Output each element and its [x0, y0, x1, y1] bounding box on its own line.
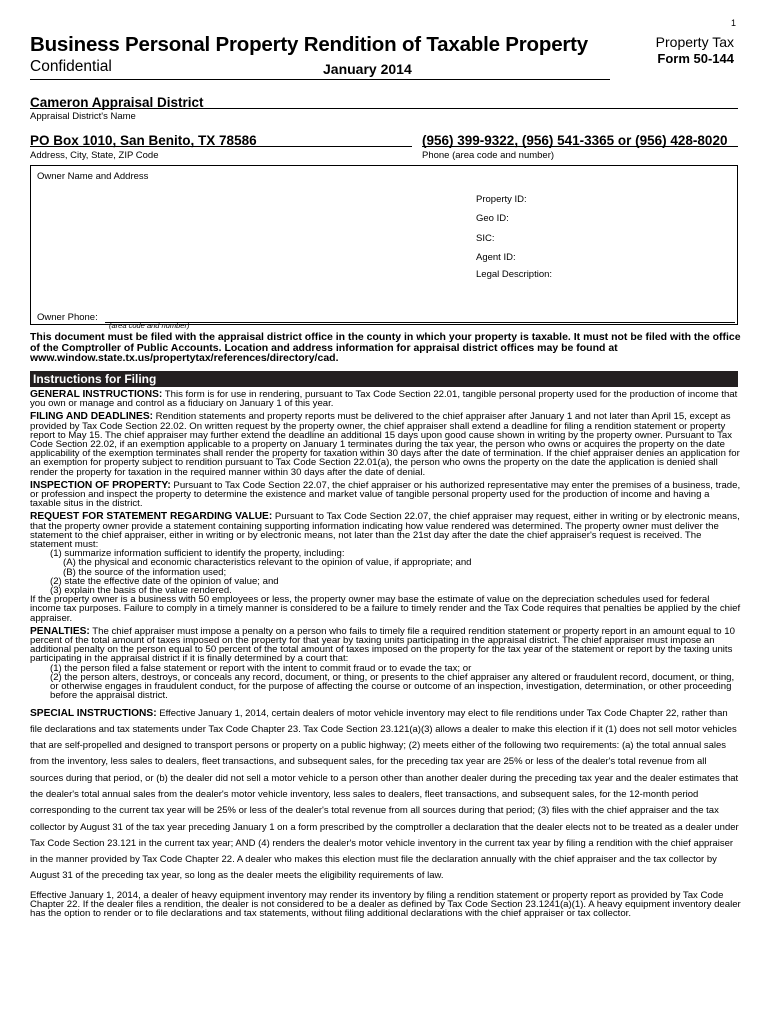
penalties-item-1: (1) the person filed a false statement or report with the intent to commit fraud or to evade the tax; or: [50, 662, 472, 674]
owner-phone-label: Owner Phone:: [37, 312, 98, 323]
penalties-text: The chief appraiser must impose a penalty on a person who fails to timely file a required rendition statement or property report in an amount equal to 10 percent of the total amount of taxes imposed on the property for that year by taxing units participating in the appraisal district. The chief appraiser must impose an additional penalty on the person equal to 50 percent of the total amount of taxes imposed on the property for the tax year of the statement or report by the taxing units participating in the appraisal district if it is finally determined by a court that:: [30, 625, 735, 665]
filing-deadlines: [30, 412, 742, 476]
heavy-equipment-text: Effective January 1, 2014, a dealer of heavy equipment inventory may render its inventory by filing a rendition statement or property report as provided by Tax Code Chapter 22. If the dealer files a rendition, the dealer is not considered to be a dealer as defined by Tax Code Section 23.1241(a)(1). A heavy equipment inventory dealer has the option to render or to file declarations and tax statements, without filing additional declarations with the chief appraiser or tax collector.: [30, 889, 741, 920]
district-name-label: Appraisal District's Name: [30, 111, 136, 122]
general-instructions: [30, 390, 742, 408]
penalties-item-2: (2) the person alters, destroys, or conceals any record, document, or thing, or presents to the chief appraiser any altered or fraudulent record, document, or thing, or otherwise engages in fraudulent conduct, for the purpose of affecting the course or outcome of an inspection, investigation, determination, or other proceeding before the appraisal district.: [50, 671, 735, 702]
inspection-of-property: [30, 481, 742, 509]
form-category: Property Tax: [655, 34, 734, 50]
request-title: REQUEST FOR STATEMENT REGARDING VALUE:: [30, 511, 273, 523]
owner-name-address-label: Owner Name and Address: [37, 171, 149, 182]
form-title: Business Personal Property Rendition of Taxable Property: [30, 33, 589, 56]
request-item-3: (3) explain the basis of the value rendered.: [50, 585, 232, 597]
request-item-2: (2) state the effective date of the opinion of value; and: [50, 575, 279, 587]
request-item-1b: (B) the source of the information used;: [63, 566, 227, 578]
special-instructions: [30, 706, 742, 885]
district-name-line: [30, 108, 738, 109]
title-divider: [30, 79, 610, 80]
page-number: 1: [730, 18, 736, 28]
general-text: This form is for use in rendering, pursuant to Tax Code Section 22.01, tangible personal property used for the production of income that you own or manage and control as a fiduciary on January 1 of this year.: [30, 389, 738, 410]
form-number: Form 50-144: [657, 51, 734, 66]
instructions-body: [30, 390, 742, 922]
special-text: Effective January 1, 2014, certain dealers of motor vehicle inventory may elect to file renditions under Tax Code Chapter 22, rather than file declarations and tax statements under Tax Code Chapter 23. Tax Code Section 23.121(a)(3) allows a dealer to make this election if it (1) does not sell motor vehicles that are self-propelled and designed to transport persons or property on a public highway; (2) meets either of the following two requirements: (a) the total annual sales from the inventory, less sales to dealers, fleet transactions, and subsequent sales, for the preceding tax year are 25% or less of the dealer's total revenue from all sources during that period, or (b) the dealer did not sell a motor vehicle to a person other than another dealer during the preceding tax year and the dealer estimates that the dealer's total annual sales from the dealer's motor vehicle inventory, less sales to dealers, fleet transactions, and subsequent sales, for the 12-month period corresponding to the current tax year will be 25% or less of the dealer's total revenue from all sources during that period; (3) files with the chief appraiser and the tax collector by August 31 of the tax year preceding January 1 on a form prescribed by the comptroller a declaration that the dealer elects not to be treated as a dealer under Tax Code Section 23.121 in the current tax year; AND (4) renders the dealer's motor vehicle inventory in the current tax year by filing a rendition with the chief appraiser in the manner provided by Tax Code Chapter 22. A dealer who makes this election must file the declaration annually with the chief appraiser and the tax collector by August 31 of the preceding tax year, so long as the dealer meets the eligibility requirements of law.: [30, 707, 739, 882]
property-id-label: Property ID:: [476, 194, 527, 205]
district-phone-line: [422, 146, 738, 147]
filing-title: FILING AND DEADLINES:: [30, 411, 154, 423]
penalties-title: PENALTIES:: [30, 625, 90, 637]
legal-description-label: Legal Description:: [476, 269, 553, 280]
request-tail: If the property owner is a business with 50 employees or less, the property owner may base the estimate of value on the depreciation schedules used for federal income tax purposes. Failure to comply in a timely manner is considered to be a failure to timely render and the Tax Code requires that penalties be applied by the chief appraiser.: [30, 594, 741, 624]
filing-text: Rendition statements and property reports must be delivered to the chief appraiser after January 1 and not later than April 15, except as provided by Tax Code Section 22.02. On written request by the property owner, the chief appraiser shall extend a deadline for filing a rendition statement or property report to May 15. The chief appraiser may further extend the deadline an additional 15 days upon good cause shown in writing by the property owner. Pursuant to Tax Code Section 22.02, if an exemption applicable to a property on January 1 terminates during the tax year, the person who owns or acquires the property on the date applicability of the exemption terminates shall render the property for taxation within 30 days after the date of termination. If the chief appraiser denies an application for an exemption for property subject to rendition pursuant to Tax Code Section 22.01(a), the person who owns the property on the date the application is denied shall render the property for taxation in the required manner within 30 days after the date of denial.: [30, 411, 740, 478]
district-address-label: Address, City, State, ZIP Code: [30, 150, 159, 161]
district-phone-label: Phone (area code and number): [422, 150, 555, 161]
district-name: Cameron Appraisal District: [30, 95, 204, 110]
special-title: SPECIAL INSTRUCTIONS:: [30, 707, 157, 719]
form-date: January 2014: [323, 61, 412, 77]
request-item-1: (1) summarize information sufficient to identify the property, including:: [50, 548, 345, 560]
instructions-heading: Instructions for Filing: [30, 371, 738, 387]
geo-id-label: Geo ID:: [476, 213, 509, 224]
district-address-line: [30, 146, 412, 147]
request-text: Pursuant to Tax Code Section 22.07, the chief appraiser may request, either in writing or by electronic means, that the property owner provide a statement containing supporting information indicating how value rendered was determined. The property owner must deliver the statement to the chief appraiser, either in writing or by electronic means, not later than the 21st day after the date the chief appraiser's request is received. The statement must:: [30, 511, 740, 551]
district-address: PO Box 1010, San Benito, TX 78586: [30, 133, 257, 148]
penalties: [30, 627, 742, 664]
inspection-title: INSPECTION OF PROPERTY:: [30, 479, 171, 491]
request-for-statement: [30, 512, 742, 549]
confidential-label: Confidential: [30, 58, 112, 75]
sic-label: SIC:: [476, 233, 495, 244]
inspection-text: Pursuant to Tax Code Section 22.07, the chief appraiser or his authorized representative may enter the premises of a business, trade, or profession and inspect the property to determine the existence and market value of tangible personal property used for the production of income and having a taxable situs in the district.: [30, 479, 741, 510]
agent-id-label: Agent ID:: [476, 252, 516, 263]
owner-phone-hint: (area code and number): [109, 321, 190, 330]
owner-box[interactable]: [30, 165, 738, 330]
filing-notice: This document must be filed with the appraisal district office in the county in which your property is taxable. It must not be filed with the office of the Comptroller of Public Accounts. Location and address information for appraisal district offices may be found at www.window.state.tx.us/propertytax/references/directory/cad.: [30, 331, 741, 364]
general-title: GENERAL INSTRUCTIONS:: [30, 389, 163, 400]
request-item-1a: (A) the physical and economic characteristics relevant to the opinion of value, if appropriate; and: [63, 557, 472, 569]
owner-phone-field[interactable]: [105, 322, 735, 323]
district-phone: (956) 399-9322, (956) 541-3365 or (956) 428-8020: [422, 133, 728, 148]
